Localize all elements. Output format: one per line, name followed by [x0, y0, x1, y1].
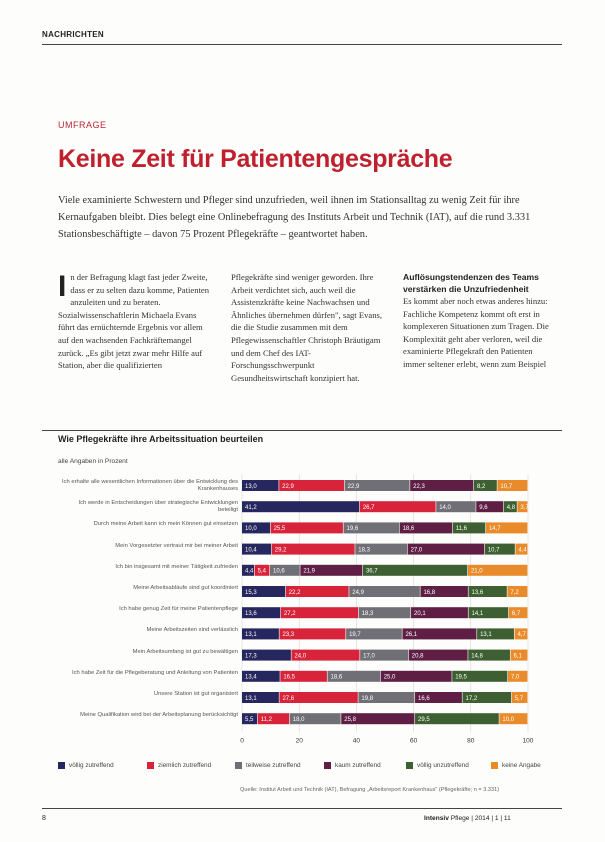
- legend-label: teilweise zutreffend: [246, 762, 301, 769]
- x-tick-label: 60: [409, 737, 418, 745]
- data-label: 22,3: [413, 483, 425, 490]
- category-label: Meine Arbeitsabläufe sind gut koordiniert: [133, 585, 238, 591]
- data-label: 25,0: [383, 674, 396, 681]
- body-text-3: Es kommt aber noch etwas anderes hinzu: Fachliche Kompetenz kommt oft erst in komplexeren Situationen zum Tragen. Die Komplexität geht aber verloren, weil die examinierte Pflegekraft den Patienten immer seltener erlebt, wenn zum Beispiel: [403, 296, 549, 369]
- publication-issue: Pflege | 2014 | 1 | 11: [450, 815, 511, 822]
- data-label: 8,2: [476, 483, 486, 490]
- data-label: 22,9: [347, 483, 360, 490]
- data-label: 24,0: [294, 653, 307, 660]
- data-label: 26,7: [362, 505, 375, 511]
- data-label: 11,6: [455, 526, 468, 533]
- data-label: 13,6: [245, 611, 257, 617]
- legend-label: ziemlich zutreffend: [158, 762, 212, 769]
- legend-swatch: [491, 762, 498, 769]
- data-label: 19,8: [361, 695, 374, 702]
- data-label: 23,3: [282, 632, 295, 639]
- data-label: 13,0: [245, 483, 257, 490]
- section-label: NACHRICHTEN: [42, 30, 104, 39]
- data-label: 41,2: [245, 505, 257, 511]
- data-label: 25,5: [273, 526, 286, 533]
- body-text-1: n der Befragung klagt fast jeder Zweite, dass er zu selten dazu komme, Patienten anzuleiten und zu beraten. Sozialwissenschaftlerin Michaela Evans führt das ernüchternde Ergebnis vor allem auf den wachsenden Fachkräftemangel zurück. „Es gibt jetzt zwar mehr Hilfe auf Station, aber die qualifizierten: [58, 272, 209, 371]
- data-label: 17,3: [245, 653, 257, 660]
- legend-item: [58, 762, 114, 769]
- legend-item: [406, 762, 469, 769]
- legend-item: [235, 762, 301, 769]
- data-label: 22,2: [288, 589, 301, 596]
- category-label: Mein Arbeitsumfang ist gut zu bewältigen: [132, 648, 238, 655]
- category-label: Meine Arbeitszeiten sind verlässlich: [146, 627, 238, 634]
- data-label: 24,9: [352, 589, 364, 596]
- data-label: 10,0: [502, 717, 515, 723]
- data-label: 22,9: [282, 483, 294, 490]
- data-label: 7,0: [510, 674, 520, 681]
- category-label: Durch meine Arbeit kann ich mein Können gut einsetzen: [93, 521, 238, 528]
- article-headline: Keine Zeit für Patientengespräche: [58, 145, 453, 173]
- legend-swatch: [147, 762, 154, 769]
- data-label: 27,0: [410, 547, 423, 554]
- data-label: 19,6: [346, 526, 359, 533]
- data-label: 16,5: [283, 674, 296, 681]
- page-number: 8: [42, 815, 46, 822]
- data-label: 15,3: [245, 589, 257, 596]
- data-label: 14,7: [488, 526, 501, 533]
- chart-source: Quelle: Institut Arbeit und Technik (IAT), Befragung „Arbeitsreport Krankenhaus" (Pflegekräfte; n = 3.331): [240, 787, 500, 793]
- body-text-2: Pflegekräfte sind weniger geworden. Ihre Arbeit verdichtet sich, auch weil die Assistenzkräfte keine Nachwachsen und Ähnliches übernehmen dürfen", sagt Evans, die die Studie zusammen mit dem Pflegewissenschaftler Christoph Bräutigam und dem Chef des IAT-Forschungsschwerpunkt Gesundheitswirtschaft konzipiert hat.: [231, 272, 382, 383]
- publication-name: Intensiv: [424, 815, 449, 822]
- footer-rule: [42, 808, 562, 809]
- category-label: Ich bin insgesamt mit meiner Tätigkeit zufrieden: [115, 563, 238, 570]
- data-label: 10,6: [273, 568, 285, 575]
- category-label: Unsere Station ist gut organisiert: [153, 691, 238, 697]
- data-label: 9,6: [479, 505, 488, 511]
- x-tick-label: 40: [352, 737, 361, 745]
- data-label: 21,0: [470, 568, 483, 575]
- drop-cap: I: [58, 270, 67, 303]
- data-label: 26,1: [405, 632, 418, 639]
- chart-subtitle: alle Angaben in Prozent: [58, 458, 128, 465]
- data-label: 20,8: [411, 653, 424, 660]
- data-label: 27,6: [282, 695, 295, 702]
- data-label: 27,2: [283, 611, 296, 617]
- legend-swatch: [406, 762, 413, 769]
- legend-swatch: [235, 762, 242, 769]
- data-label: 14,8: [471, 653, 483, 660]
- legend-item: [147, 762, 211, 769]
- data-label: 36,7: [365, 568, 378, 575]
- legend-item: [491, 762, 541, 769]
- data-label: 13,1: [245, 695, 257, 702]
- data-label: 4,4: [518, 547, 527, 554]
- data-label: 4,4: [245, 568, 254, 575]
- data-label: 14,0: [439, 505, 451, 511]
- x-tick-label: 100: [522, 737, 534, 745]
- data-label: 19,5: [455, 674, 467, 681]
- data-label: 16,8: [423, 589, 436, 596]
- data-label: 3,7: [520, 505, 529, 511]
- data-label: 17,0: [363, 653, 375, 660]
- category-label: Ich habe Zeit für die Pflegeberatung und Anleitung von Patienten: [72, 669, 238, 676]
- data-label: 13,6: [471, 589, 484, 596]
- data-label: 10,4: [245, 547, 257, 554]
- data-label: 29,5: [418, 717, 430, 723]
- legend-swatch: [324, 762, 331, 769]
- data-label: 13,1: [480, 632, 492, 639]
- data-label: 16,6: [418, 695, 430, 702]
- x-tick-label: 80: [467, 737, 475, 745]
- legend-label: völlig unzutreffend: [417, 762, 469, 769]
- data-label: 10,0: [245, 526, 257, 533]
- data-label: 18,0: [292, 717, 305, 723]
- data-label: 14,1: [471, 611, 484, 617]
- data-label: 5,7: [514, 695, 524, 702]
- article-lead: Viele examinierte Schwestern und Pfleger sind unzufrieden, weil ihnen im Stationsalltag zu wenig Zeit für ihre Kernaufgaben bleibt. Dies belegt eine Onlinebefragung des Instituts Arbeit und Technik (IAT), auf die rund 3.331 Stationsbeschäftigte – davon 75 Prozent Pflegekräfte – geantwortet haben.: [58, 195, 531, 240]
- data-label: 4,8: [506, 505, 516, 511]
- publication-info: [424, 815, 511, 822]
- category-label: Mein Vorgesetzter vertraut mir bei meiner Arbeit: [115, 542, 238, 549]
- x-tick-label: 20: [295, 737, 303, 745]
- data-label: 17,2: [465, 695, 478, 702]
- data-label: 6,1: [513, 653, 522, 660]
- data-label: 10,7: [500, 483, 513, 490]
- data-label: 29,2: [274, 547, 287, 554]
- data-label: 18,3: [361, 611, 374, 617]
- data-label: 21,9: [303, 568, 316, 575]
- category-label: Ich habe genug Zeit für meine Patientenpflege: [119, 606, 238, 613]
- data-label: 13,1: [245, 632, 257, 639]
- subheading: Auflösungstendenzen des Teams verstärken die Unzufriedenheit: [403, 272, 539, 294]
- bar-segment: [242, 501, 359, 512]
- chart-title: Wie Pflegekräfte ihre Arbeitssituation beurteilen: [58, 434, 264, 444]
- data-label: 13,4: [245, 674, 257, 681]
- data-label: 19,7: [349, 632, 361, 639]
- legend-label: völlig zutreffend: [69, 762, 114, 769]
- data-label: 7,2: [510, 589, 519, 596]
- legend-label: keine Angabe: [502, 762, 541, 769]
- data-label: 6,7: [511, 611, 521, 617]
- category-label: Meine Qualifikation wird bei der Arbeitsplanung berücksichtigt: [80, 712, 238, 719]
- data-label: 11,2: [260, 717, 272, 723]
- data-label: 18,6: [402, 526, 415, 533]
- legend-item: [324, 762, 381, 769]
- data-label: 4,7: [517, 632, 526, 639]
- data-label: 5,4: [257, 568, 266, 575]
- data-label: 25,8: [344, 717, 356, 723]
- bar-segment: [363, 565, 467, 576]
- category-label: Ich erhalte alle wesentlichen Informationen über die Entwicklung des Krankenhauses: [62, 479, 238, 492]
- data-label: 10,7: [487, 547, 500, 554]
- legend-label: kaum zutreffend: [335, 762, 381, 769]
- data-label: 5,5: [245, 717, 254, 723]
- legend-swatch: [58, 762, 65, 769]
- article-kicker: UMFRAGE: [58, 120, 107, 130]
- data-label: 18,3: [358, 547, 370, 554]
- category-label: Ich werde in Entscheidungen über strategische Entwicklungen beteiligt: [78, 500, 238, 514]
- x-tick-label: 0: [240, 737, 244, 745]
- data-label: 18,6: [330, 674, 343, 681]
- data-label: 20,1: [414, 611, 426, 617]
